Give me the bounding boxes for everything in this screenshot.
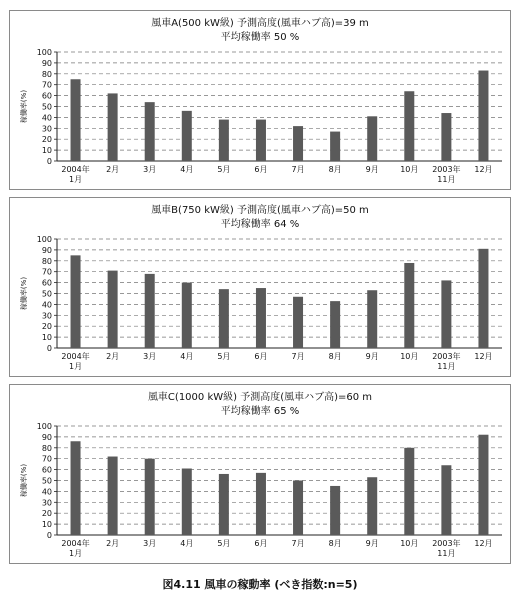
y-tick-label: 10 <box>41 146 52 156</box>
y-tick-label: 60 <box>41 91 52 101</box>
y-tick-label: 60 <box>41 278 52 288</box>
bar <box>330 486 340 535</box>
x-tick-label: 2004年 1月 <box>61 352 90 371</box>
chart-subtitle: 平均稼働率 64 % <box>220 219 300 230</box>
x-tick-label: 5月 <box>217 165 231 174</box>
y-tick-label: 50 <box>41 289 52 299</box>
y-tick-label: 30 <box>41 311 52 321</box>
y-tick-label: 80 <box>41 256 52 266</box>
x-tick-label: 12月 <box>474 352 493 361</box>
bar <box>219 474 229 535</box>
y-tick-label: 0 <box>46 344 52 353</box>
y-tick-label: 90 <box>41 245 52 255</box>
x-tick-label: 5月 <box>217 352 231 361</box>
x-tick-label: 7月 <box>291 539 305 548</box>
x-tick-label: 2月 <box>106 352 120 361</box>
x-tick-label: 9月 <box>365 352 379 361</box>
bar <box>293 297 303 348</box>
y-tick-label: 20 <box>41 322 52 332</box>
bar <box>145 459 155 535</box>
bar <box>330 301 340 348</box>
bar <box>219 289 229 348</box>
bar <box>71 79 81 161</box>
bar <box>256 473 266 535</box>
y-tick-label: 100 <box>36 422 52 431</box>
x-tick-label: 12月 <box>474 165 493 174</box>
x-tick-label: 7月 <box>291 165 305 174</box>
y-tick-label: 0 <box>46 531 52 540</box>
x-tick-label: 10月 <box>400 539 419 548</box>
bar <box>256 120 266 161</box>
chart-b <box>10 198 510 376</box>
x-tick-label: 2003年 11月 <box>432 165 461 184</box>
y-axis-label: 稼働率(%) <box>20 276 28 311</box>
chart-a <box>10 11 510 189</box>
bar <box>441 465 451 535</box>
chart-subtitle: 平均稼働率 50 % <box>220 32 300 43</box>
bar <box>182 111 192 161</box>
bar <box>293 126 303 161</box>
y-axis-label: 稼働率(%) <box>20 463 28 498</box>
x-tick-label: 4月 <box>180 165 194 174</box>
y-tick-label: 20 <box>41 509 52 519</box>
x-tick-label: 2004年 1月 <box>61 165 90 184</box>
bar <box>108 93 118 161</box>
y-tick-label: 90 <box>41 432 52 442</box>
bar <box>478 71 488 161</box>
y-tick-label: 0 <box>46 157 52 166</box>
x-tick-label: 2月 <box>106 539 120 548</box>
bar <box>404 263 414 348</box>
x-tick-label: 8月 <box>328 165 342 174</box>
y-tick-label: 70 <box>41 454 52 464</box>
y-tick-label: 10 <box>41 333 52 343</box>
bar <box>108 457 118 535</box>
bar <box>182 469 192 535</box>
chart-c <box>10 385 510 563</box>
y-tick-label: 40 <box>41 300 52 310</box>
y-tick-label: 50 <box>41 476 52 486</box>
bar <box>367 116 377 161</box>
chart-panel-c <box>9 384 511 564</box>
y-tick-label: 100 <box>36 48 52 57</box>
x-tick-label: 12月 <box>474 539 493 548</box>
x-tick-label: 2004年 1月 <box>61 539 90 558</box>
x-tick-label: 3月 <box>143 539 157 548</box>
y-tick-label: 80 <box>41 69 52 79</box>
chart-title: 風車C(1000 kW級) 予測高度(風車ハブ高)=60 m <box>147 392 373 403</box>
x-tick-label: 6月 <box>254 165 268 174</box>
x-tick-label: 4月 <box>180 352 194 361</box>
y-tick-label: 100 <box>36 235 52 244</box>
y-axis-label: 稼働率(%) <box>20 89 28 124</box>
bar <box>367 290 377 348</box>
bar <box>145 274 155 348</box>
bar <box>478 435 488 535</box>
chart-panel-a <box>9 10 511 190</box>
bar <box>441 113 451 161</box>
y-tick-label: 70 <box>41 80 52 90</box>
y-tick-label: 30 <box>41 124 52 134</box>
bar <box>404 91 414 161</box>
y-tick-label: 80 <box>41 443 52 453</box>
x-tick-label: 3月 <box>143 165 157 174</box>
bar <box>108 271 118 348</box>
y-tick-label: 90 <box>41 58 52 68</box>
x-tick-label: 6月 <box>254 352 268 361</box>
x-tick-label: 10月 <box>400 165 419 174</box>
x-tick-label: 7月 <box>291 352 305 361</box>
bar <box>256 288 266 348</box>
y-tick-label: 60 <box>41 465 52 475</box>
bar <box>404 448 414 535</box>
x-tick-label: 6月 <box>254 539 268 548</box>
bar <box>330 132 340 161</box>
chart-title: 風車B(750 kW級) 予測高度(風車ハブ高)=50 m <box>151 205 369 216</box>
chart-panel-b <box>9 197 511 377</box>
y-tick-label: 40 <box>41 113 52 123</box>
x-tick-label: 4月 <box>180 539 194 548</box>
x-tick-label: 2003年 11月 <box>432 539 461 558</box>
y-tick-label: 20 <box>41 135 52 145</box>
x-tick-label: 3月 <box>143 352 157 361</box>
bar <box>367 477 377 535</box>
bar <box>182 283 192 348</box>
x-tick-label: 2003年 11月 <box>432 352 461 371</box>
x-tick-label: 5月 <box>217 539 231 548</box>
bar <box>293 481 303 536</box>
figure-caption: 図4.11 風車の稼動率 (べき指数:n=5) <box>162 578 358 591</box>
x-tick-label: 9月 <box>365 539 379 548</box>
bar <box>219 120 229 161</box>
chart-subtitle: 平均稼働率 65 % <box>220 406 300 417</box>
bar <box>71 441 81 535</box>
x-tick-label: 10月 <box>400 352 419 361</box>
bar <box>71 255 81 348</box>
bar <box>478 249 488 348</box>
y-tick-label: 30 <box>41 498 52 508</box>
y-tick-label: 10 <box>41 520 52 530</box>
y-tick-label: 70 <box>41 267 52 277</box>
y-tick-label: 50 <box>41 102 52 112</box>
x-tick-label: 8月 <box>328 352 342 361</box>
bar <box>145 102 155 161</box>
x-tick-label: 8月 <box>328 539 342 548</box>
bar <box>441 280 451 348</box>
chart-title: 風車A(500 kW級) 予測高度(風車ハブ高)=39 m <box>151 18 369 29</box>
x-tick-label: 9月 <box>365 165 379 174</box>
y-tick-label: 40 <box>41 487 52 497</box>
x-tick-label: 2月 <box>106 165 120 174</box>
